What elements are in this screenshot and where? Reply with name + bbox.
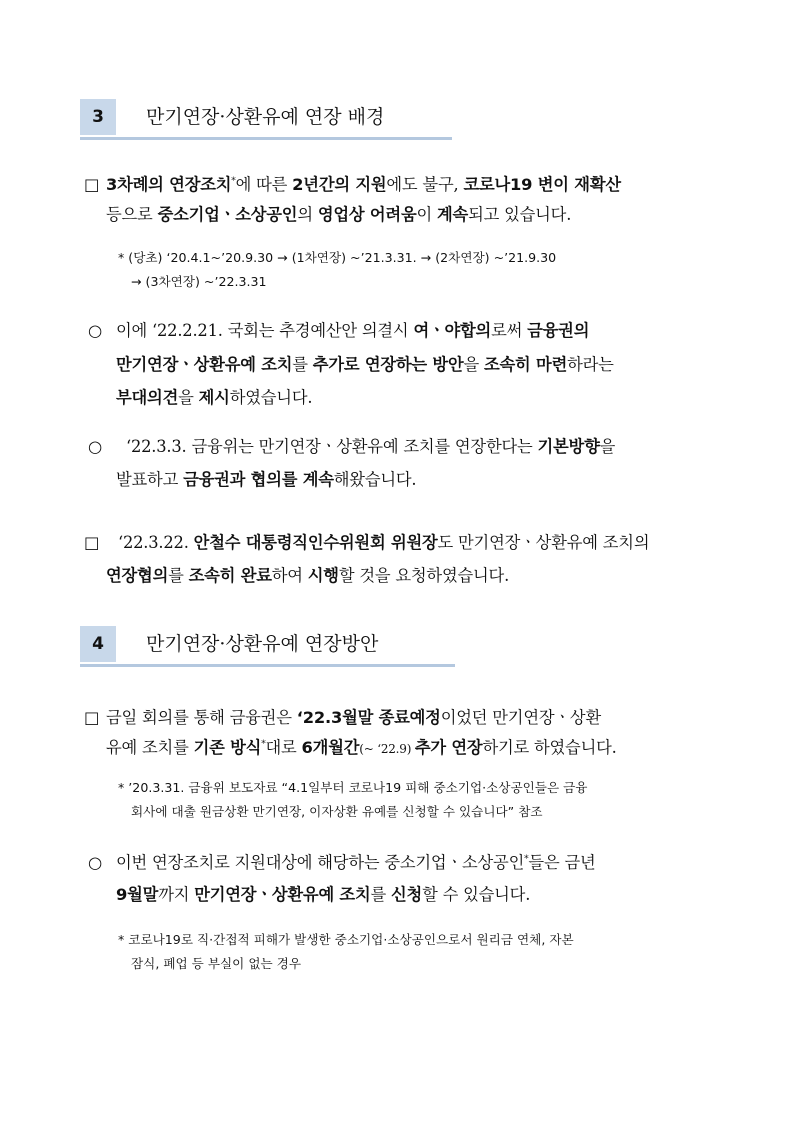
sec3-s2-line-1	[126, 432, 615, 461]
text-run: (~ ‘22.9)	[359, 742, 415, 756]
sec3-s2-line-2	[116, 465, 416, 494]
text-run: 도 만기연장ㆍ상환유예 조치의	[437, 533, 650, 552]
sec3-p2-line-2	[106, 561, 509, 590]
text-run: 등으로	[106, 205, 158, 224]
footnote-marker: *	[524, 854, 529, 865]
circle-bullet: ○	[88, 437, 103, 456]
bold-text: 중소기업ㆍ소상공인	[157, 205, 298, 224]
section-3-underline	[80, 137, 452, 140]
bold-text: 기존 방식	[193, 738, 262, 757]
text-run: 되고 있습니다.	[468, 205, 572, 224]
text-run: 발표하고	[116, 470, 184, 489]
text-run: 로써	[491, 321, 528, 340]
text-run: 이었던 만기연장ㆍ상환	[440, 708, 601, 727]
footnote-marker: *	[261, 739, 266, 750]
text-run: 할 것을 요청하였습니다.	[338, 566, 510, 585]
square-bullet: □	[84, 533, 100, 552]
square-bullet: □	[84, 175, 100, 194]
bold-text: 여ㆍ야합의	[413, 321, 492, 340]
text-run: 해왔습니다.	[333, 470, 417, 489]
text-run: ‘22.3.3. 금융위는 만기연장ㆍ상환유예 조치를 연장한다는	[126, 437, 538, 456]
bold-text: 금융권의	[527, 321, 590, 340]
sec4-note-2	[118, 928, 574, 976]
bold-text: 조속히 마련	[484, 355, 568, 374]
section-4-header	[80, 626, 455, 662]
sec4-note-1-line-1: * ’20.3.31. 금융위 보도자료 “4.1일부터 코로나19 피해 중소기업·소상공인들은 금융	[118, 780, 588, 795]
text-run: 하기로 하였습니다.	[482, 738, 617, 757]
text-run: 유예 조치를	[106, 738, 194, 757]
square-bullet: □	[84, 708, 100, 727]
section-4-title: 만기연장·상환유예 연장방안	[146, 633, 379, 655]
section-4-underline	[80, 664, 455, 667]
text-run: 하였습니다.	[229, 388, 313, 407]
sec3-s1-line-3	[116, 383, 312, 412]
bold-text: 영업상 어려움	[317, 205, 417, 224]
text-run: 를	[292, 355, 313, 374]
text-run: 하라는	[567, 355, 614, 374]
sec4-s1-line-2	[116, 880, 530, 909]
bold-text: 9월말	[116, 885, 159, 904]
bold-text: 3차례의 연장조치	[106, 175, 232, 194]
text-run: 금일 회의를 통해 금융권은	[106, 708, 297, 727]
text-run: 를	[370, 885, 392, 904]
text-run: 하여	[271, 566, 308, 585]
sec3-p1-line-2	[106, 200, 571, 229]
text-run: 까지	[158, 885, 195, 904]
circle-bullet: ○	[88, 853, 103, 872]
sec3-p1-line-1	[106, 170, 621, 199]
bold-text: ‘22.3월말 종료예정	[296, 708, 441, 727]
sec3-note-1-line-1: * (당초) ‘20.4.1~’20.9.30 → (1차연장) ~’21.3.31. → (2차연장) ~’21.9.30	[118, 250, 557, 265]
sec4-note-2-line-2: 잠식, 폐업 등 부실이 없는 경우	[131, 956, 302, 971]
sec4-note-2-line-1: * 코로나19로 직·간접적 피해가 발생한 중소기업·소상공인으로서 원리금 연체, 자본	[118, 932, 574, 947]
sec4-p1-line-1	[106, 703, 601, 732]
sec3-s1-line-2	[116, 350, 614, 379]
sec4-p1-line-2	[106, 733, 617, 764]
sec3-s1-line-1	[116, 316, 589, 345]
circle-bullet: ○	[88, 321, 103, 340]
bold-text: 연장협의	[106, 566, 169, 585]
bold-text: 시행	[307, 566, 339, 585]
bold-text: 신청	[391, 885, 423, 904]
footnote-marker: *	[231, 176, 236, 187]
bold-text: 6개월간	[301, 738, 360, 757]
text-run: 이	[416, 205, 437, 224]
text-run: 의	[297, 205, 318, 224]
section-4-number: 4	[80, 626, 116, 662]
sec4-note-1-line-2: 회사에 대출 원금상환 만기연장, 이자상환 유예를 신청할 수 있습니다” 참조	[131, 804, 543, 819]
bold-text: 추가 연장	[414, 738, 483, 757]
text-run: 이에 ‘22.2.21. 국회는 추경예산안 의결시	[116, 321, 414, 340]
bold-text: 기본방향	[537, 437, 600, 456]
sec4-note-1	[118, 776, 587, 824]
bold-text: 제시	[198, 388, 230, 407]
bold-text: 조속히 완료	[188, 566, 272, 585]
bold-text: 금융권과 협의를 계속	[183, 470, 334, 489]
text-run: 을	[178, 388, 199, 407]
bold-text: 안철수 대통령직인수위원회 위원장	[193, 533, 438, 552]
text-run: 대로	[265, 738, 302, 757]
bold-text: 부대의견	[116, 388, 179, 407]
sec3-p2-line-1	[118, 528, 649, 557]
section-3-number: 3	[80, 99, 116, 135]
text-run: 들은 금년	[528, 853, 596, 872]
bold-text: 만기연장ㆍ상환유예 조치	[194, 885, 371, 904]
sec4-s1-line-1	[116, 848, 596, 877]
section-3-title: 만기연장·상환유예 연장 배경	[146, 106, 385, 128]
bold-text: 추가로 연장하는 방안	[312, 355, 464, 374]
bold-text: 만기연장ㆍ상환유예 조치	[116, 355, 293, 374]
text-run: ‘22.3.22.	[118, 533, 194, 552]
text-run: 에도 불구,	[386, 175, 464, 194]
sec3-note-1	[118, 246, 556, 294]
text-run: 이번 연장조치로 지원대상에 해당하는 중소기업ㆍ소상공인	[116, 853, 525, 872]
text-run: 를	[168, 566, 189, 585]
section-3-header	[80, 99, 452, 135]
bold-text: 계속	[437, 205, 469, 224]
text-run: 을	[463, 355, 484, 374]
text-run: 할 수 있습니다.	[422, 885, 531, 904]
bold-text: 코로나19 변이 재확산	[463, 175, 621, 194]
sec3-note-1-line-2: → (3차연장) ~’22.3.31	[131, 274, 267, 289]
text-run: 을	[599, 437, 616, 456]
text-run: 에 따른	[235, 175, 293, 194]
bold-text: 2년간의 지원	[292, 175, 387, 194]
